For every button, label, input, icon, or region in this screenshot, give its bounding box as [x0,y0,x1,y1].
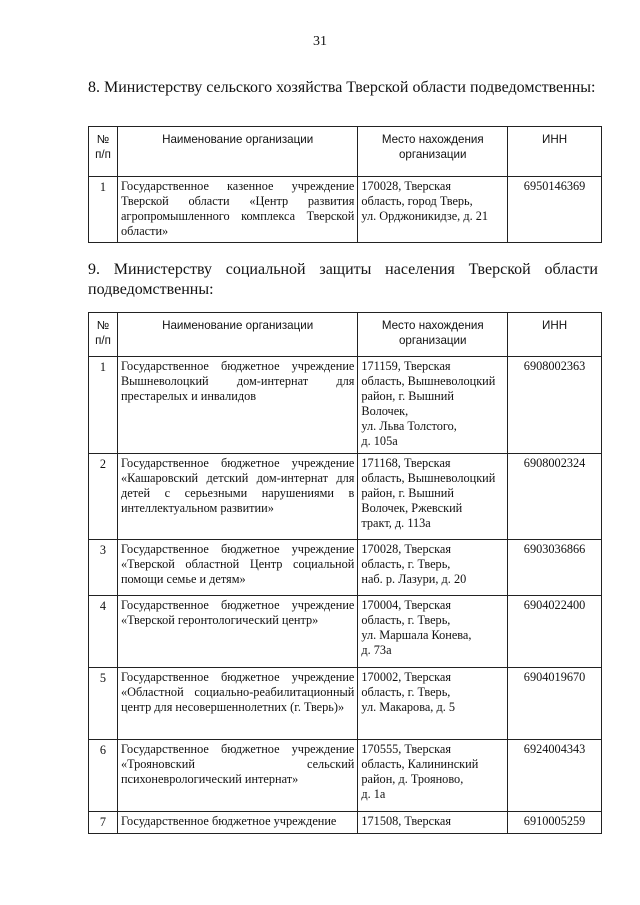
row-number: 2 [89,454,118,540]
organization-location: 170028, Тверская область, город Тверь, ул. Орджоникидзе, д. 21 [358,177,508,243]
table-row [89,596,602,668]
organization-inn: 6908002363 [508,357,602,454]
table-row [89,177,602,243]
page-number: 31 [313,34,327,49]
table-row [89,812,602,834]
row-number: 1 [89,177,118,243]
organization-name: Государственное бюджетное учреждение Вышневолоцкий дом-интернат для престарелых и инвалидов [117,357,357,454]
column-header-inn: ИНН [508,313,602,357]
table-row [89,357,602,454]
table-row [89,668,602,740]
organization-location: 170002, Тверская область, г. Тверь, ул. Макарова, д. 5 [358,668,508,740]
row-number: 5 [89,668,118,740]
section-8-table [88,126,602,243]
organization-name: Государственное бюджетное учреждение «Кашаровский детский дом-интернат для детей с серьезными нарушениями в интеллектуальном развитии» [117,454,357,540]
row-number: 1 [89,357,118,454]
column-header-location: Место нахождения организации [358,313,508,357]
column-header-num: № п/п [89,127,118,177]
table-row [89,540,602,596]
column-header-name: Наименование организации [117,127,357,177]
column-header-name: Наименование организации [117,313,357,357]
organization-name: Государственное бюджетное учреждение «Трояновский сельский психоневрологический интернат» [117,740,357,812]
row-number: 3 [89,540,118,596]
row-number: 4 [89,596,118,668]
organization-name: Государственное бюджетное учреждение [117,812,357,834]
column-header-inn: ИНН [508,127,602,177]
column-header-num: № п/п [89,313,118,357]
organization-location: 171168, Тверская область, Вышневолоцкий район, г. Вышний Волочек, Ржевский тракт, д. 113а [358,454,508,540]
organization-location: 171508, Тверская [358,812,508,834]
table-row [89,740,602,812]
organization-inn: 6908002324 [508,454,602,540]
organization-name: Государственное бюджетное учреждение «Тверской областной Центр социальной помощи семье и детям» [117,540,357,596]
organization-name: Государственное бюджетное учреждение «Областной социально-реабилитационный центр для несовершеннолетних (г. Тверь)» [117,668,357,740]
organization-inn: 6950146369 [508,177,602,243]
organization-inn: 6910005259 [508,812,602,834]
organization-name: Государственное бюджетное учреждение «Тверской геронтологический центр» [117,596,357,668]
row-number: 7 [89,812,118,834]
table-header-row [89,313,602,357]
organization-inn: 6904022400 [508,596,602,668]
organization-location: 170004, Тверская область, г. Тверь, ул. Маршала Конева, д. 73а [358,596,508,668]
section-8-heading: 8. Министерству сельского хозяйства Тверской области подведомственны: [88,79,596,96]
organization-location: 170028, Тверская область, г. Тверь, наб. р. Лазури, д. 20 [358,540,508,596]
organization-inn: 6903036866 [508,540,602,596]
section-9-table [88,312,602,834]
organization-location: 171159, Тверская область, Вышневолоцкий район, г. Вышний Волочек, ул. Льва Толстого, д. 105а [358,357,508,454]
organization-inn: 6904019670 [508,668,602,740]
organization-inn: 6924004343 [508,740,602,812]
row-number: 6 [89,740,118,812]
section-9-heading: 9. Министерству социальной защиты населения Тверской области подведомственны: [88,261,598,298]
table-row [89,454,602,540]
table-header-row [89,127,602,177]
organization-location: 170555, Тверская область, Калининский район, д. Трояново, д. 1а [358,740,508,812]
organization-name: Государственное казенное учреждение Тверской области «Центр развития агропромышленного комплекса Тверской области» [117,177,357,243]
column-header-location: Место нахождения организации [358,127,508,177]
